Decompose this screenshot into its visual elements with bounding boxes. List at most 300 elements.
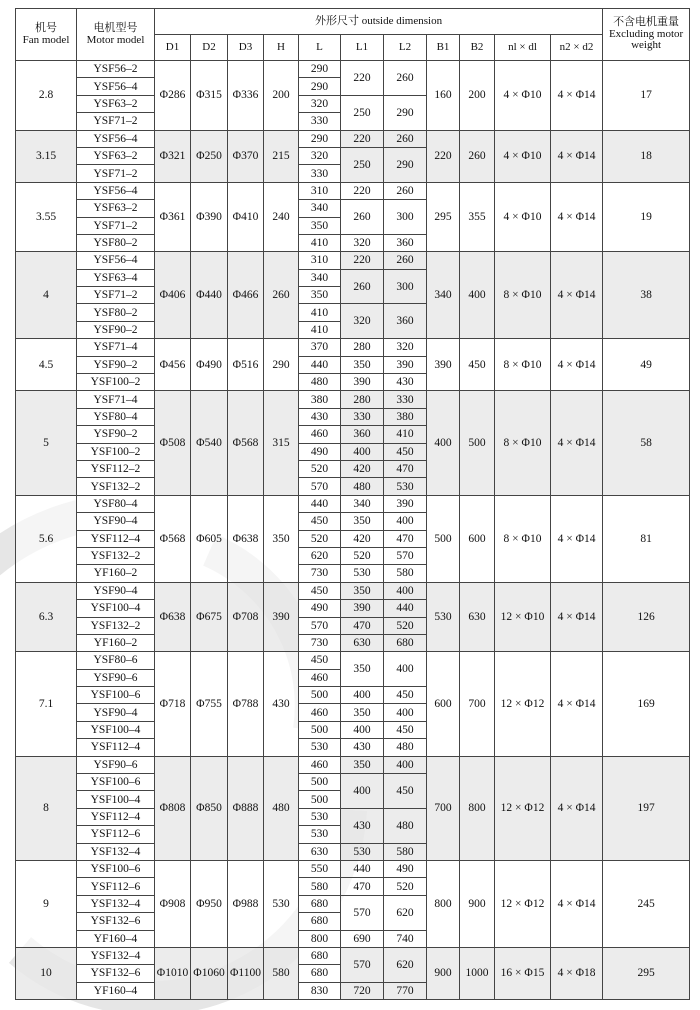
fan-model-cell: 7.1 (16, 652, 77, 756)
l-cell: 460 (299, 669, 341, 686)
motor-model-cell: YSF56–2 (77, 61, 155, 78)
b1-cell: 220 (427, 130, 460, 182)
fan-model-cell: 4.5 (16, 339, 77, 391)
l-cell: 620 (299, 547, 341, 564)
motor-model-cell: YSF90–2 (77, 321, 155, 338)
motor-model-cell: YSF90–2 (77, 356, 155, 373)
weight-cell: 126 (603, 582, 690, 652)
l2-cell: 470 (384, 530, 427, 547)
n2d2-cell: 4 × Φ14 (551, 756, 603, 860)
d1-cell: Φ286 (155, 61, 191, 131)
l2-cell: 300 (384, 200, 427, 235)
l-cell: 530 (299, 808, 341, 825)
l1-cell: 360 (341, 426, 384, 443)
l-cell: 330 (299, 165, 341, 182)
weight-cell: 169 (603, 652, 690, 756)
l-cell: 500 (299, 791, 341, 808)
l2-cell: 320 (384, 339, 427, 356)
motor-model-cell: YSF100–4 (77, 721, 155, 738)
motor-model-cell: YSF80–2 (77, 234, 155, 251)
motor-model-cell: YSF71–2 (77, 113, 155, 130)
motor-model-cell: YF160–2 (77, 565, 155, 582)
table-row (16, 860, 690, 877)
l-cell: 430 (299, 408, 341, 425)
b2-cell: 355 (460, 182, 495, 252)
l1-cell: 480 (341, 478, 384, 495)
header-n2d2: n2 × d2 (551, 35, 603, 61)
l-cell: 570 (299, 617, 341, 634)
fan-model-cell: 2.8 (16, 61, 77, 131)
l1-cell: 390 (341, 374, 384, 391)
l2-cell: 450 (384, 774, 427, 809)
n2d2-cell: 4 × Φ14 (551, 339, 603, 391)
weight-cell: 38 (603, 252, 690, 339)
table-row (16, 130, 690, 147)
motor-model-cell: YSF71–2 (77, 287, 155, 304)
b2-cell: 400 (460, 252, 495, 339)
motor-model-cell: YSF132–2 (77, 617, 155, 634)
l-cell: 500 (299, 774, 341, 791)
l2-cell: 440 (384, 600, 427, 617)
l1-cell: 520 (341, 547, 384, 564)
motor-model-cell: YSF90–2 (77, 426, 155, 443)
l-cell: 450 (299, 582, 341, 599)
weight-cell: 81 (603, 495, 690, 582)
l-cell: 460 (299, 756, 341, 773)
motor-model-cell: YSF90–4 (77, 704, 155, 721)
table-row (16, 339, 690, 356)
d1-cell: Φ406 (155, 252, 191, 339)
motor-model-cell: YSF112–6 (77, 826, 155, 843)
b2-cell: 500 (460, 391, 495, 495)
header-b2: B2 (460, 35, 495, 61)
n1d1-cell: 8 × Φ10 (495, 252, 551, 339)
l2-cell: 400 (384, 756, 427, 773)
motor-model-cell: YSF100–4 (77, 600, 155, 617)
l-cell: 500 (299, 721, 341, 738)
n2d2-cell: 4 × Φ14 (551, 182, 603, 252)
l-cell: 440 (299, 356, 341, 373)
l1-cell: 350 (341, 652, 384, 687)
table-row (16, 947, 690, 964)
h-cell: 430 (264, 652, 299, 756)
l1-cell: 400 (341, 443, 384, 460)
l1-cell: 330 (341, 408, 384, 425)
d1-cell: Φ508 (155, 391, 191, 495)
l-cell: 350 (299, 287, 341, 304)
l2-cell: 360 (384, 304, 427, 339)
d3-cell: Φ708 (228, 582, 264, 652)
motor-model-cell: YF160–4 (77, 982, 155, 999)
l1-cell: 340 (341, 495, 384, 512)
d1-cell: Φ568 (155, 495, 191, 582)
b1-cell: 800 (427, 860, 460, 947)
l2-cell: 290 (384, 147, 427, 182)
motor-model-cell: YSF112–6 (77, 878, 155, 895)
b2-cell: 260 (460, 130, 495, 182)
d3-cell: Φ336 (228, 61, 264, 131)
l-cell: 490 (299, 443, 341, 460)
h-cell: 480 (264, 756, 299, 860)
motor-model-cell: YSF112–4 (77, 739, 155, 756)
motor-model-cell: YSF71–2 (77, 217, 155, 234)
h-cell: 530 (264, 860, 299, 947)
l-cell: 460 (299, 704, 341, 721)
b1-cell: 400 (427, 391, 460, 495)
d2-cell: Φ675 (191, 582, 228, 652)
d3-cell: Φ788 (228, 652, 264, 756)
motor-model-cell: YSF100–4 (77, 791, 155, 808)
motor-model-cell: YSF63–2 (77, 147, 155, 164)
b2-cell: 450 (460, 339, 495, 391)
header-outside-dimension: 外形尺寸 outside dimension (155, 9, 603, 35)
l2-cell: 530 (384, 478, 427, 495)
dimension-table (15, 8, 690, 1000)
l2-cell: 680 (384, 634, 427, 651)
weight-cell: 17 (603, 61, 690, 131)
motor-model-cell: YSF112–4 (77, 808, 155, 825)
motor-model-cell: YSF132–2 (77, 478, 155, 495)
l1-cell: 220 (341, 182, 384, 199)
d2-cell: Φ605 (191, 495, 228, 582)
b1-cell: 700 (427, 756, 460, 860)
l-cell: 450 (299, 652, 341, 669)
header-l1: L1 (341, 35, 384, 61)
header-n1d1: nl × dl (495, 35, 551, 61)
motor-model-cell: YSF80–4 (77, 495, 155, 512)
l-cell: 460 (299, 426, 341, 443)
l2-cell: 380 (384, 408, 427, 425)
l-cell: 410 (299, 321, 341, 338)
l-cell: 680 (299, 947, 341, 964)
l1-cell: 320 (341, 234, 384, 251)
l2-cell: 390 (384, 356, 427, 373)
d2-cell: Φ950 (191, 860, 228, 947)
weight-cell: 49 (603, 339, 690, 391)
l1-cell: 630 (341, 634, 384, 651)
motor-model-cell: YSF56–4 (77, 130, 155, 147)
n1d1-cell: 12 × Φ10 (495, 582, 551, 652)
header-l: L (299, 35, 341, 61)
l-cell: 730 (299, 565, 341, 582)
b1-cell: 530 (427, 582, 460, 652)
l2-cell: 260 (384, 130, 427, 147)
motor-model-cell: YSF63–2 (77, 200, 155, 217)
fan-model-cell: 3.15 (16, 130, 77, 182)
l-cell: 350 (299, 217, 341, 234)
l1-cell: 470 (341, 878, 384, 895)
l2-cell: 770 (384, 982, 427, 999)
table-row (16, 391, 690, 408)
weight-cell: 295 (603, 947, 690, 999)
motor-model-cell: YSF56–4 (77, 182, 155, 199)
l-cell: 290 (299, 78, 341, 95)
l-cell: 290 (299, 130, 341, 147)
d3-cell: Φ370 (228, 130, 264, 182)
n2d2-cell: 4 × Φ14 (551, 252, 603, 339)
b1-cell: 600 (427, 652, 460, 756)
l1-cell: 350 (341, 356, 384, 373)
motor-model-cell: YSF90–6 (77, 669, 155, 686)
b1-cell: 295 (427, 182, 460, 252)
d1-cell: Φ321 (155, 130, 191, 182)
d1-cell: Φ718 (155, 652, 191, 756)
l2-cell: 570 (384, 547, 427, 564)
motor-model-cell: YSF100–6 (77, 860, 155, 877)
fan-model-cell: 5.6 (16, 495, 77, 582)
d3-cell: Φ410 (228, 182, 264, 252)
l-cell: 450 (299, 513, 341, 530)
l1-cell: 430 (341, 808, 384, 843)
motor-model-cell: YSF90–4 (77, 582, 155, 599)
l-cell: 380 (299, 391, 341, 408)
table-row (16, 582, 690, 599)
header-b1: B1 (427, 35, 460, 61)
motor-model-cell: YF160–2 (77, 634, 155, 651)
l1-cell: 260 (341, 200, 384, 235)
l2-cell: 260 (384, 61, 427, 96)
motor-model-cell: YSF132–4 (77, 843, 155, 860)
l-cell: 310 (299, 252, 341, 269)
d1-cell: Φ361 (155, 182, 191, 252)
fan-model-cell: 9 (16, 860, 77, 947)
h-cell: 260 (264, 252, 299, 339)
header-motor-model: 电机型号 Motor model (77, 9, 155, 61)
l-cell: 520 (299, 530, 341, 547)
l1-cell: 440 (341, 860, 384, 877)
d2-cell: Φ315 (191, 61, 228, 131)
l2-cell: 360 (384, 234, 427, 251)
motor-model-cell: YSF132–4 (77, 895, 155, 912)
n2d2-cell: 4 × Φ14 (551, 582, 603, 652)
b2-cell: 200 (460, 61, 495, 131)
n1d1-cell: 8 × Φ10 (495, 391, 551, 495)
motor-model-cell: YSF56–4 (77, 252, 155, 269)
table-row (16, 495, 690, 512)
d3-cell: Φ516 (228, 339, 264, 391)
header-d1: D1 (155, 35, 191, 61)
h-cell: 240 (264, 182, 299, 252)
b1-cell: 500 (427, 495, 460, 582)
d2-cell: Φ1060 (191, 947, 228, 999)
l2-cell: 300 (384, 269, 427, 304)
table-row (16, 182, 690, 199)
d3-cell: Φ1100 (228, 947, 264, 999)
motor-model-cell: YSF90–4 (77, 513, 155, 530)
l2-cell: 470 (384, 460, 427, 477)
l-cell: 570 (299, 478, 341, 495)
l1-cell: 280 (341, 391, 384, 408)
l1-cell: 350 (341, 513, 384, 530)
table-row (16, 61, 690, 78)
header-d2: D2 (191, 35, 228, 61)
b1-cell: 160 (427, 61, 460, 131)
l-cell: 530 (299, 826, 341, 843)
l-cell: 520 (299, 460, 341, 477)
h-cell: 580 (264, 947, 299, 999)
motor-model-cell: YSF100–6 (77, 774, 155, 791)
l1-cell: 530 (341, 843, 384, 860)
h-cell: 390 (264, 582, 299, 652)
l1-cell: 220 (341, 130, 384, 147)
d2-cell: Φ250 (191, 130, 228, 182)
n1d1-cell: 8 × Φ10 (495, 339, 551, 391)
l-cell: 580 (299, 878, 341, 895)
l2-cell: 480 (384, 739, 427, 756)
d1-cell: Φ456 (155, 339, 191, 391)
l-cell: 410 (299, 234, 341, 251)
d1-cell: Φ808 (155, 756, 191, 860)
fan-model-cell: 8 (16, 756, 77, 860)
motor-model-cell: YSF80–4 (77, 408, 155, 425)
motor-model-cell: YSF132–6 (77, 913, 155, 930)
weight-cell: 245 (603, 860, 690, 947)
l1-cell: 720 (341, 982, 384, 999)
motor-model-cell: YSF100–2 (77, 443, 155, 460)
n2d2-cell: 4 × Φ14 (551, 130, 603, 182)
l-cell: 730 (299, 634, 341, 651)
l1-cell: 250 (341, 147, 384, 182)
weight-cell: 197 (603, 756, 690, 860)
l2-cell: 490 (384, 860, 427, 877)
b2-cell: 600 (460, 495, 495, 582)
weight-cell: 58 (603, 391, 690, 495)
motor-model-cell: YSF71–4 (77, 339, 155, 356)
l-cell: 440 (299, 495, 341, 512)
b1-cell: 340 (427, 252, 460, 339)
d3-cell: Φ888 (228, 756, 264, 860)
l-cell: 530 (299, 739, 341, 756)
h-cell: 200 (264, 61, 299, 131)
l-cell: 320 (299, 147, 341, 164)
motor-model-cell: YSF71–2 (77, 165, 155, 182)
motor-model-cell: YSF132–4 (77, 947, 155, 964)
h-cell: 350 (264, 495, 299, 582)
l1-cell: 530 (341, 565, 384, 582)
l1-cell: 400 (341, 687, 384, 704)
l1-cell: 470 (341, 617, 384, 634)
l2-cell: 580 (384, 565, 427, 582)
h-cell: 290 (264, 339, 299, 391)
d2-cell: Φ390 (191, 182, 228, 252)
d3-cell: Φ466 (228, 252, 264, 339)
b1-cell: 390 (427, 339, 460, 391)
l1-cell: 280 (341, 339, 384, 356)
d2-cell: Φ490 (191, 339, 228, 391)
d2-cell: Φ440 (191, 252, 228, 339)
weight-cell: 18 (603, 130, 690, 182)
n1d1-cell: 12 × Φ12 (495, 756, 551, 860)
header-h: H (264, 35, 299, 61)
motor-model-cell: YSF132–2 (77, 547, 155, 564)
fan-model-cell: 10 (16, 947, 77, 999)
l-cell: 680 (299, 965, 341, 982)
l1-cell: 390 (341, 600, 384, 617)
l2-cell: 400 (384, 582, 427, 599)
d1-cell: Φ908 (155, 860, 191, 947)
l1-cell: 350 (341, 704, 384, 721)
l2-cell: 330 (384, 391, 427, 408)
d3-cell: Φ638 (228, 495, 264, 582)
d1-cell: Φ1010 (155, 947, 191, 999)
motor-model-cell: YSF56–4 (77, 78, 155, 95)
l-cell: 310 (299, 182, 341, 199)
l1-cell: 250 (341, 95, 384, 130)
l1-cell: 430 (341, 739, 384, 756)
fan-model-cell: 3.55 (16, 182, 77, 252)
l1-cell: 220 (341, 252, 384, 269)
l1-cell: 320 (341, 304, 384, 339)
l2-cell: 260 (384, 182, 427, 199)
l2-cell: 390 (384, 495, 427, 512)
n1d1-cell: 4 × Φ10 (495, 182, 551, 252)
l2-cell: 520 (384, 878, 427, 895)
n2d2-cell: 4 × Φ14 (551, 391, 603, 495)
header-l2: L2 (384, 35, 427, 61)
l2-cell: 620 (384, 895, 427, 930)
l-cell: 500 (299, 687, 341, 704)
l2-cell: 450 (384, 687, 427, 704)
l2-cell: 430 (384, 374, 427, 391)
l2-cell: 480 (384, 808, 427, 843)
motor-model-cell: YSF100–6 (77, 687, 155, 704)
n1d1-cell: 16 × Φ15 (495, 947, 551, 999)
l-cell: 630 (299, 843, 341, 860)
motor-model-cell: YSF80–6 (77, 652, 155, 669)
l2-cell: 290 (384, 95, 427, 130)
motor-model-cell: YSF132–6 (77, 965, 155, 982)
motor-model-cell: YF160–4 (77, 930, 155, 947)
d1-cell: Φ638 (155, 582, 191, 652)
n1d1-cell: 4 × Φ10 (495, 61, 551, 131)
n1d1-cell: 12 × Φ12 (495, 652, 551, 756)
l2-cell: 620 (384, 947, 427, 982)
motor-model-cell: YSF100–2 (77, 374, 155, 391)
l-cell: 410 (299, 304, 341, 321)
b2-cell: 800 (460, 756, 495, 860)
l-cell: 330 (299, 113, 341, 130)
l-cell: 830 (299, 982, 341, 999)
l-cell: 370 (299, 339, 341, 356)
l1-cell: 570 (341, 947, 384, 982)
l1-cell: 420 (341, 460, 384, 477)
l1-cell: 350 (341, 582, 384, 599)
d3-cell: Φ568 (228, 391, 264, 495)
l-cell: 340 (299, 200, 341, 217)
table-row (16, 252, 690, 269)
motor-model-cell: YSF71–4 (77, 391, 155, 408)
n2d2-cell: 4 × Φ14 (551, 860, 603, 947)
n2d2-cell: 4 × Φ14 (551, 652, 603, 756)
n1d1-cell: 12 × Φ12 (495, 860, 551, 947)
l2-cell: 260 (384, 252, 427, 269)
l2-cell: 520 (384, 617, 427, 634)
motor-model-cell: YSF112–4 (77, 530, 155, 547)
b2-cell: 630 (460, 582, 495, 652)
header-weight: 不含电机重量 Excluding motor weight (603, 9, 690, 61)
n1d1-cell: 4 × Φ10 (495, 130, 551, 182)
motor-model-cell: YSF90–6 (77, 756, 155, 773)
l1-cell: 570 (341, 895, 384, 930)
l2-cell: 450 (384, 443, 427, 460)
fan-model-cell: 6.3 (16, 582, 77, 652)
l1-cell: 400 (341, 774, 384, 809)
l2-cell: 740 (384, 930, 427, 947)
l-cell: 680 (299, 895, 341, 912)
l-cell: 320 (299, 95, 341, 112)
l-cell: 490 (299, 600, 341, 617)
b2-cell: 700 (460, 652, 495, 756)
